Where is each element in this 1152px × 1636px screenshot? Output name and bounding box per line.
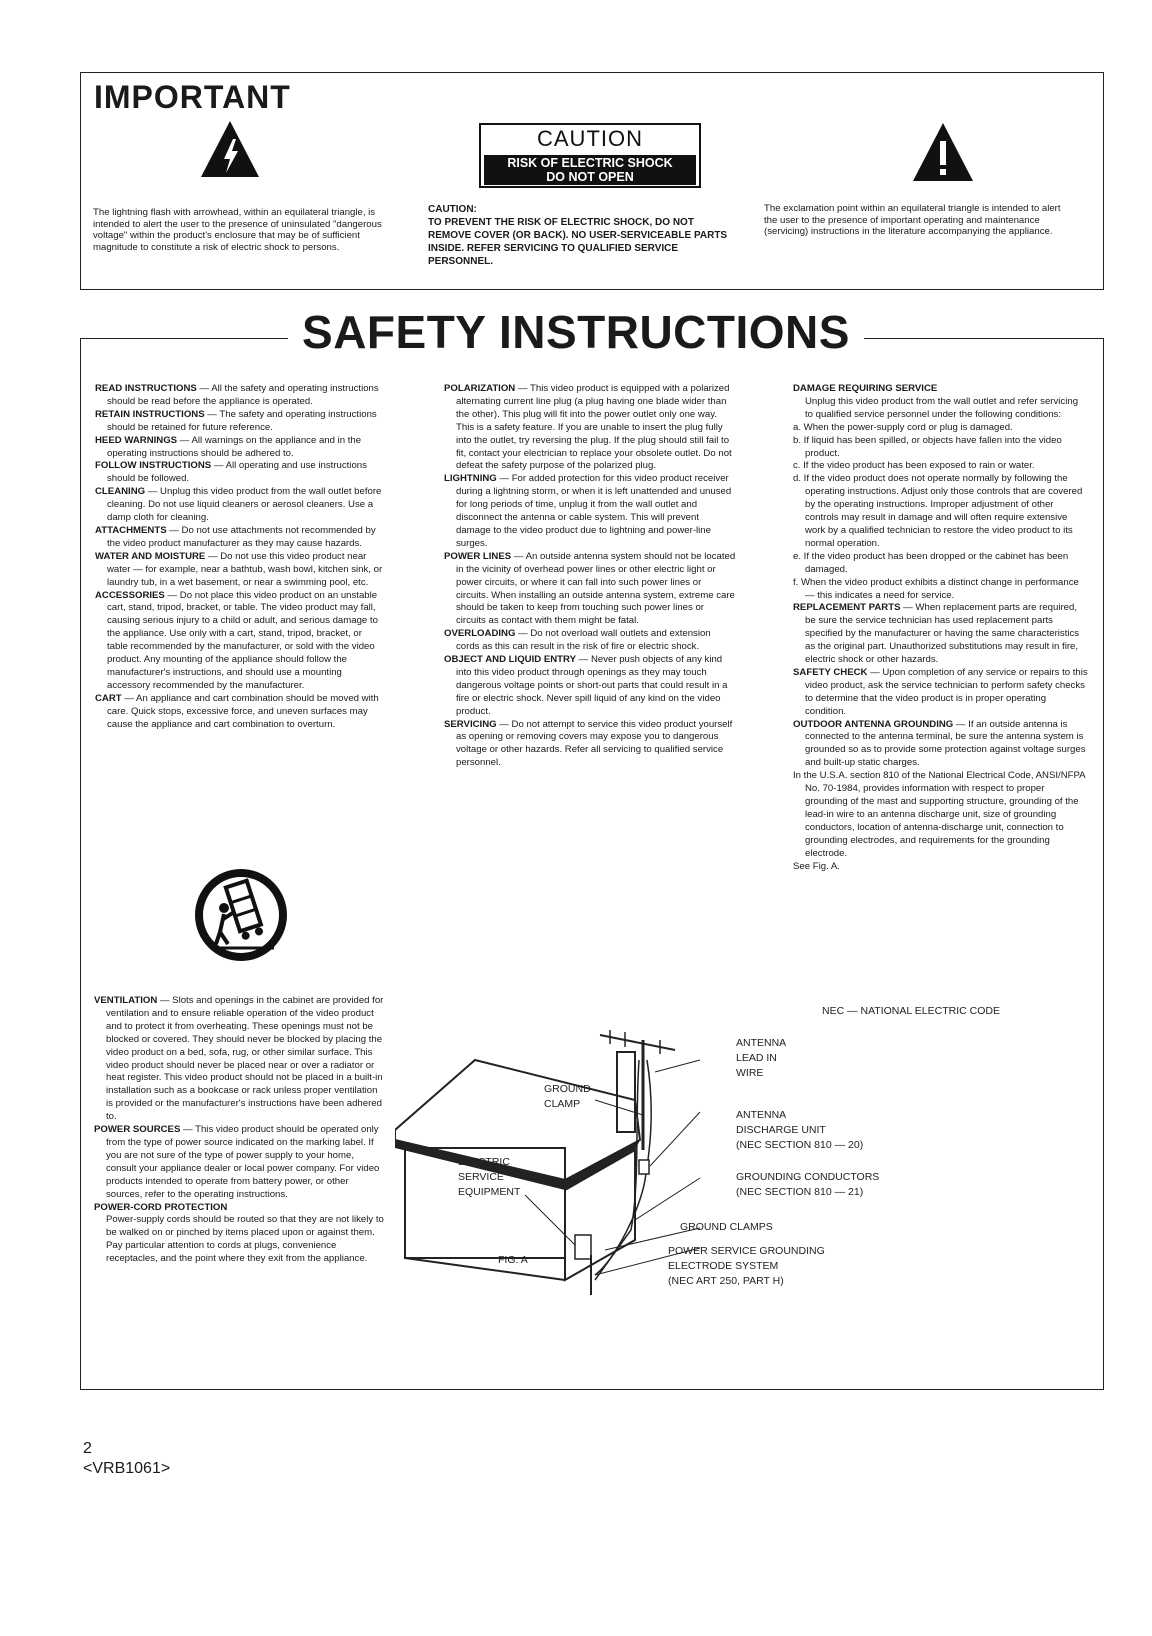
antenna-lead-label: ANTENNA LEAD IN WIRE	[736, 1037, 787, 1079]
safety-text: — Do not use attachments not recommended by the video product manufacturer as they may cause hazards.	[107, 524, 376, 549]
safety-paragraph	[95, 525, 385, 551]
safety-heading: READ INSTRUCTIONS	[95, 383, 197, 394]
lightning-warning-icon	[199, 119, 261, 181]
safety-paragraph	[793, 861, 1088, 874]
caution-label-line2: DO NOT OPEN	[546, 170, 634, 184]
safety-text: f. When the video product exhibits a distinct change in performance — this indicates a need for service.	[793, 576, 1079, 601]
safety-text: — An appliance and cart combination should be moved with care. Quick stops, excessive force, and uneven surfaces may cause the appliance and cart combination to overturn.	[107, 692, 379, 730]
safety-paragraph	[444, 719, 736, 771]
safety-paragraph	[95, 486, 385, 525]
safety-text: — The safety and operating instructions should be retained for future reference.	[107, 408, 377, 433]
important-title: IMPORTANT	[94, 79, 291, 115]
safety-text: — For added protection for this video product receiver during a lightning storm, or when it is left unattended and unused for long periods of time, unplug it from the wall outlet and disconnect the antenna or cable system. This will prevent damage to the video product due to lightning and power-line surges.	[456, 473, 732, 549]
safety-paragraph	[95, 590, 385, 693]
safety-text: — Unplug this video product from the wall outlet before cleaning. Do not use liquid cleaners or aerosol cleaners. Use a damp cloth for cleaning.	[107, 486, 382, 524]
safety-paragraph	[793, 473, 1088, 550]
safety-paragraph	[444, 473, 736, 550]
safety-paragraph	[793, 602, 1088, 667]
safety-paragraph	[95, 551, 385, 590]
safety-paragraph	[94, 995, 386, 1124]
safety-text: — When replacement parts are required, be sure the service technician has used replacement parts specified by the manufacturer or having the same characteristics as the original part. Unauthorized substitutions may result in fire, electric shock or other hazards.	[805, 602, 1080, 666]
safety-paragraph	[444, 628, 736, 654]
safety-column-1-lower	[94, 995, 386, 1266]
safety-paragraph	[793, 383, 1088, 422]
safety-heading: HEED WARNINGS	[95, 434, 178, 446]
fig-caption: FIG. A	[498, 1254, 528, 1266]
safety-text: — Do not use this video product near water — for example, near a bathtub, wash bowl, kitchen sink, or laundry tub, in a wet basement, or near a swimming pool, etc.	[107, 550, 383, 588]
safety-paragraph	[95, 460, 385, 486]
safety-paragraph	[444, 551, 736, 628]
safety-text: — If an outside antenna is connected to the antenna terminal, be sure the antenna system is grounded so as to provide some protection against voltage surges and built-up static charges.	[805, 718, 1086, 769]
safety-heading: SERVICING	[444, 718, 497, 730]
safety-paragraph	[94, 1124, 386, 1201]
antenna-discharge-label: ANTENNA DISCHARGE UNIT (NEC SECTION 810 — 20)	[736, 1109, 864, 1151]
cart-tipover-warning-icon	[192, 866, 290, 964]
caution-heading: CAUTION:	[428, 204, 477, 215]
safety-text: — Never push objects of any kind into this video product through openings as they may touch dangerous voltage points or short-out parts that could result in a fire or electric shock. Never spill liquid of any kind on the video product.	[456, 654, 728, 717]
safety-paragraph	[793, 667, 1088, 719]
safety-text: — Upon completion of any service or repairs to this video product, ask the service technician to perform safety checks to determine that the video product is in proper operating condition.	[805, 666, 1088, 717]
ground-clamp-label: GROUND CLAMP	[544, 1083, 591, 1110]
nec-note: NEC — NATIONAL ELECTRIC CODE	[822, 1005, 1000, 1017]
safety-column-1	[95, 383, 385, 731]
safety-heading: LIGHTNING	[444, 473, 497, 485]
safety-text: — Do not overload wall outlets and extension cords as this can result in the risk of fire or electric shock.	[456, 628, 711, 653]
caution-label	[479, 123, 701, 188]
safety-text: — All operating and use instructions should be followed.	[107, 460, 367, 485]
safety-paragraph	[793, 460, 1088, 473]
caution-label-line1: RISK OF ELECTRIC SHOCK	[507, 156, 673, 170]
safety-heading: CART	[95, 692, 122, 704]
safety-heading: FOLLOW INSTRUCTIONS	[95, 460, 212, 472]
safety-title: SAFETY INSTRUCTIONS	[288, 302, 864, 362]
safety-text: a. When the power-supply cord or plug is damaged.	[793, 421, 1013, 433]
safety-heading: POWER SOURCES	[94, 1124, 181, 1136]
safety-paragraph	[793, 551, 1088, 577]
electric-service-label: ELECTRIC SERVICE EQUIPMENT	[458, 1156, 521, 1198]
safety-paragraph	[444, 383, 736, 473]
safety-paragraph	[94, 1202, 386, 1267]
safety-paragraph	[444, 654, 736, 719]
safety-heading: VENTILATION	[94, 995, 158, 1006]
safety-heading: OBJECT AND LIQUID ENTRY	[444, 654, 577, 666]
safety-text: — All the safety and operating instructions should be read before the appliance is operated.	[107, 383, 379, 407]
safety-heading: OUTDOOR ANTENNA GROUNDING	[793, 718, 954, 730]
safety-heading: CLEANING	[95, 486, 146, 498]
safety-paragraph	[95, 435, 385, 461]
caution-statement	[428, 203, 728, 268]
safety-text: — Slots and openings in the cabinet are provided for ventilation and to ensure reliable operation of the video product and to protect it from overheating. These openings must not be blocked or covered. They should never be blocked by placing the video product on a bed, sofa, rug, or other similar surface. This video product should never be placed near or over a radiator or heat register. This video product should not be placed in a built-in installation such as a bookcase or rack unless proper ventilation is provided or the manufacturer's instructions have been adhered to.	[106, 995, 384, 1123]
page-number: 2	[83, 1440, 92, 1457]
safety-text: e. If the video product has been dropped or the cabinet has been damaged.	[793, 550, 1069, 575]
caution-label-band	[484, 155, 696, 185]
safety-heading: DAMAGE REQUIRING SERVICE	[793, 383, 938, 394]
safety-text: Power-supply cords should be routed so that they are not likely to be walked on or pinched by items placed upon or against them. Pay particular attention to cords at plugs, convenience receptacles, and the point where they exit from the appliance.	[106, 1214, 384, 1265]
safety-heading: RETAIN INSTRUCTIONS	[95, 408, 205, 420]
safety-column-3	[793, 383, 1088, 873]
safety-heading: ACCESSORIES	[95, 589, 165, 601]
safety-heading: ATTACHMENTS	[95, 524, 167, 536]
safety-text: — Do not place this video product on an unstable cart, stand, tripod, bracket, or table. The video product may fall, causing serious injury to a child or adult, and serious damage to the appliance. Use only with a cart, stand, tripod, bracket, or table recommended by the manufacturer, or sold with the video product. Any mounting of the appliance should follow the manufacturer's instructions, and should use a mounting accessory recommended by the manufacturer.	[107, 589, 378, 691]
exclamation-explanation: The exclamation point within an equilateral triangle is intended to alert the user to the presence of important operating and maintenance (servicing) instructions in the literature accompanying the appliance.	[764, 203, 1061, 237]
safety-heading: OVERLOADING	[444, 628, 516, 640]
document-code: <VRB1061>	[83, 1460, 171, 1477]
safety-text: In the U.S.A. section 810 of the National Electrical Code, ANSI/NFPA No. 70-1984, provides information with respect to proper grounding of the mast and supporting structure, grounding of the lead-in wire to an antenna discharge unit, size of grounding conductors, location of antenna-discharge unit, connection to grounding electrodes, and requirements for the grounding electrode.	[793, 770, 1086, 859]
ground-clamps-label: GROUND CLAMPS	[680, 1221, 773, 1233]
safety-paragraph	[793, 422, 1088, 435]
safety-text: b. If liquid has been spilled, or objects have fallen into the video product.	[793, 434, 1062, 459]
power-service-label: POWER SERVICE GROUNDING ELECTRODE SYSTEM (NEC ART 250, PART H)	[668, 1245, 825, 1287]
important-box	[80, 72, 1104, 290]
safety-heading: SAFETY CHECK	[793, 666, 868, 678]
safety-text: — An outside antenna system should not be located in the vicinity of overhead power lines or other electric light or power circuits, or where it can fall into such power lines or circuits. When installing an outside antenna system, extreme care should be taken to keep from touching such power lines or circuits as contact with them might be fatal.	[456, 550, 736, 627]
safety-paragraph	[95, 383, 385, 409]
safety-heading: POLARIZATION	[444, 383, 516, 394]
safety-text: — This video product should be operated only from the type of power source indicated on the marking label. If you are not sure of the type of power supply to your home, consult your appliance dealer or local power company. For video products intended to operate from battery power, or other sources, refer to the operating instructions.	[106, 1124, 380, 1200]
safety-text: Unplug this video product from the wall outlet and refer servicing to qualified service personnel under the following conditions:	[805, 395, 1079, 420]
safety-heading: WATER AND MOISTURE	[95, 550, 206, 562]
safety-heading: REPLACEMENT PARTS	[793, 602, 901, 614]
safety-text: See Fig. A.	[793, 860, 840, 872]
safety-paragraph	[793, 770, 1088, 860]
grounding-conductors-label: GROUNDING CONDUCTORS (NEC SECTION 810 — 21)	[736, 1171, 880, 1198]
lightning-explanation: The lightning flash with arrowhead, within an equilateral triangle, is intended to alert the user to the presence of uninsulated "dangerous voltage" within the product's enclosure that may be of sufficient magnitude to constitute a risk of electric shock to persons.	[93, 207, 382, 253]
safety-text: — Do not attempt to service this video product yourself as opening or removing covers may expose you to dangerous voltage or other hazards. Refer all servicing to qualified service personnel.	[456, 718, 733, 769]
caution-label-word: CAUTION	[537, 126, 643, 151]
safety-paragraph	[793, 435, 1088, 461]
safety-text: c. If the video product has been exposed to rain or water.	[793, 460, 1035, 472]
safety-title-wrap	[0, 302, 1152, 362]
safety-column-2	[444, 383, 736, 770]
safety-paragraph	[793, 719, 1088, 771]
safety-paragraph	[793, 577, 1088, 603]
caution-body: TO PREVENT THE RISK OF ELECTRIC SHOCK, DO NOT REMOVE COVER (OR BACK). NO USER-SERVICEABLE PARTS INSIDE. REFER SERVICING TO QUALIFIED SERVICE PERSONNEL.	[428, 217, 728, 267]
safety-text: d. If the video product does not operate normally by following the operating instructions. Adjust only those controls that are covered by the operating instructions. Improper adjustment of other controls may result in damage and will often require extensive work by a qualified technician to restore the video product to its normal operation.	[793, 473, 1083, 549]
safety-paragraph	[95, 409, 385, 435]
safety-heading: POWER-CORD PROTECTION	[94, 1201, 228, 1213]
safety-text: — This video product is equipped with a polarized alternating current line plug (a plug having one blade wider than the other). This plug will fit into the power outlet only one way. This is a safety feature. If you are unable to insert the plug fully into the outlet, try reversing the plug. If the plug should still fail to fit, contact your electrician to replace your obsolete outlet. Do not defeat the safety purpose of the polarized plug.	[456, 383, 732, 472]
safety-text: — All warnings on the appliance and in the operating instructions should be adhered to.	[107, 434, 362, 459]
safety-heading: POWER LINES	[444, 550, 512, 562]
safety-paragraph	[95, 693, 385, 732]
exclamation-warning-icon	[911, 121, 975, 183]
